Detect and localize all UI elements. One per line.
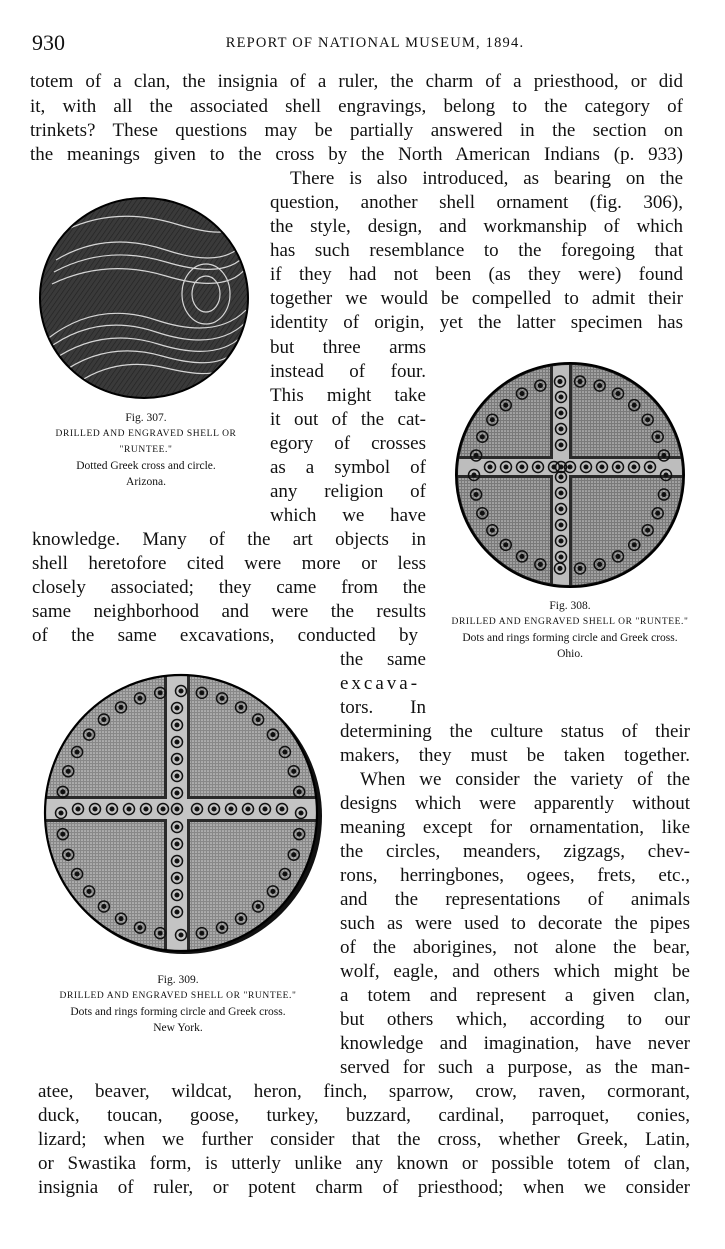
ring-ornament-dot [220, 926, 224, 930]
ring-ornament-dot [474, 454, 478, 458]
figure-308-label: Fig. 308. [549, 600, 591, 612]
ring-ornament-dot [256, 905, 260, 909]
ring-ornament-dot [93, 807, 97, 811]
text-line: wolf, eagle, and others which might be [340, 961, 690, 982]
ring-ornament-dot [539, 384, 543, 388]
page-header [30, 30, 690, 56]
text-line: the style, design, and workmanship of which [270, 216, 683, 237]
ring-ornament-dot [539, 563, 543, 567]
ring-ornament-dot [504, 465, 508, 469]
ring-ornament-dot [632, 465, 636, 469]
ring-ornament-dot [179, 933, 183, 937]
text-line: makers, they must be taken together. [340, 745, 690, 766]
ring-ornament-dot [87, 890, 91, 894]
ring-ornament-dot [474, 493, 478, 497]
text-line: excava- [340, 673, 421, 694]
text-line: duck, toucan, goose, turkey, buzzard, cardinal, parroquet, conies, [38, 1105, 690, 1126]
text-line: rons, herringbones, ogees, frets, etc., [340, 865, 690, 886]
ring-ornament-dot [66, 853, 70, 857]
ring-ornament-dot [504, 403, 508, 407]
ring-ornament-dot [616, 392, 620, 396]
ring-ornament-dot [212, 807, 216, 811]
ring-ornament-dot [119, 917, 123, 921]
ring-ornament-dot [559, 491, 563, 495]
text-line: meaning except for ornamentation, like [340, 817, 690, 838]
ring-ornament-dot [61, 832, 65, 836]
ring-ornament-dot [175, 842, 179, 846]
figure-307-title: DRILLED AND ENGRAVED SHELL OR "RUNTEE." [55, 429, 237, 455]
figure-308-description: Dots and rings forming circle and Greek cross. [462, 632, 678, 644]
text-line: if they had not been (as they were) found [270, 264, 683, 285]
ring-ornament-dot [175, 910, 179, 914]
ring-ornament-dot [175, 807, 179, 811]
ring-ornament-dot [598, 563, 602, 567]
ring-ornament-dot [559, 427, 563, 431]
text-line: This might take [270, 385, 426, 406]
ring-ornament-dot [559, 475, 563, 479]
ring-ornament-dot [175, 723, 179, 727]
ring-ornament-dot [491, 418, 495, 422]
ring-ornament-dot [256, 718, 260, 722]
text-line: shell heretofore cited were more or less [32, 553, 426, 574]
ring-ornament-dot [598, 384, 602, 388]
figure-307-label: Fig. 307. [125, 412, 167, 424]
ring-ornament-dot [559, 507, 563, 511]
ring-ornament-dot [280, 807, 284, 811]
text-line: of the same excavations, conducted by [32, 625, 418, 646]
figure-309-caption [30, 972, 326, 1036]
figure-308-locality: Ohio. [557, 648, 583, 660]
ring-ornament-dot [239, 917, 243, 921]
text-line: totem of a clan, the insignia of a ruler, the charm of a priesthood, or did [30, 71, 683, 92]
page-number: 930 [32, 30, 65, 55]
ring-ornament-dot [175, 876, 179, 880]
text-line: tors. In [340, 697, 426, 718]
ring-ornament-dot [263, 807, 267, 811]
text-line: insignia of ruler, or potent charm of priesthood; when we consider [38, 1177, 690, 1198]
ring-ornament-dot [175, 893, 179, 897]
ring-ornament-dot [491, 528, 495, 532]
ring-ornament-dot [520, 392, 524, 396]
figure-309-description: Dots and rings forming circle and Greek cross. [70, 1006, 286, 1018]
ring-ornament-dot [161, 807, 165, 811]
ring-ornament-dot [480, 435, 484, 439]
ring-ornament-dot [138, 697, 142, 701]
ring-ornament-dot [200, 691, 204, 695]
ring-ornament-dot [195, 807, 199, 811]
text-line: it out of the cat- [270, 409, 426, 430]
text-line: the circles, meanders, zigzags, chev- [340, 841, 690, 862]
figure-308-caption [446, 598, 694, 662]
text-line: trinkets? These questions may be partially answered in the section on [30, 120, 683, 141]
ring-ornament-dot [559, 539, 563, 543]
ring-ornament-dot [504, 543, 508, 547]
ring-ornament-dot [127, 807, 131, 811]
ring-ornament-dot [75, 872, 79, 876]
text-line: identity of origin, yet the latter specimen has [270, 312, 683, 333]
ring-ornament-dot [662, 454, 666, 458]
ring-ornament-dot [229, 807, 233, 811]
ring-ornament-dot [646, 528, 650, 532]
ring-ornament-dot [175, 740, 179, 744]
running-title: REPORT OF NATIONAL MUSEUM, 1894. [225, 35, 525, 51]
ring-ornament-dot [297, 832, 301, 836]
figure-308-title: DRILLED AND ENGRAVED SHELL OR "RUNTEE." [451, 617, 689, 627]
ring-ornament-dot [271, 890, 275, 894]
ring-ornament-dot [646, 418, 650, 422]
text-line: served for such a purpose, as the man- [340, 1057, 690, 1078]
text-line: egory of crosses [270, 433, 426, 454]
ring-ornament-dot [110, 807, 114, 811]
ring-ornament-dot [158, 931, 162, 935]
ring-ornament-dot [520, 465, 524, 469]
figure-307-shell-illustration [36, 190, 252, 406]
ring-ornament-dot [175, 791, 179, 795]
ring-ornament-dot [578, 380, 582, 384]
figure-307-description: Dotted Greek cross and circle. [76, 460, 216, 472]
ring-ornament-dot [292, 769, 296, 773]
ring-ornament-dot [239, 706, 243, 710]
ring-ornament-dot [558, 567, 562, 571]
text-line: has such resemblance to the foregoing that [270, 240, 683, 261]
ring-ornament-dot [246, 807, 250, 811]
ring-ornament-dot [559, 443, 563, 447]
ring-ornament-dot [584, 465, 588, 469]
ring-ornament-dot [175, 825, 179, 829]
ring-ornament-dot [559, 465, 563, 469]
ring-ornament-dot [76, 807, 80, 811]
text-line: the meanings given to the cross by the North American Indians (p. 933) [30, 144, 683, 165]
ring-ornament-dot [59, 811, 63, 815]
text-line: together we would be compelled to admit their [270, 288, 683, 309]
text-line: but three arms [270, 337, 426, 358]
ring-ornament-dot [283, 750, 287, 754]
ring-ornament-dot [158, 691, 162, 695]
text-line: same neighborhood and were the results [32, 601, 426, 622]
ring-ornament-dot [559, 523, 563, 527]
text-line: such as were used to decorate the pipes [340, 913, 690, 934]
ring-ornament-dot [200, 931, 204, 935]
ring-ornament-dot [559, 395, 563, 399]
figure-309-locality: New York. [153, 1022, 203, 1034]
ring-ornament-dot [664, 473, 668, 477]
ring-ornament-dot [175, 706, 179, 710]
text-line: determining the culture status of their [340, 721, 690, 742]
ring-ornament-dot [632, 403, 636, 407]
ring-ornament-dot [119, 706, 123, 710]
ring-ornament-dot [616, 555, 620, 559]
text-line: atee, beaver, wildcat, heron, finch, sparrow, crow, raven, cormorant, [38, 1081, 690, 1102]
text-line: it, with all the associated shell engravings, belong to the category of [30, 96, 683, 117]
text-line: any religion of [270, 481, 426, 502]
text-line: knowledge. Many of the art objects in [32, 529, 426, 550]
text-line: When we consider the variety of the [360, 769, 690, 790]
ring-ornament-dot [536, 465, 540, 469]
text-line: and the representations of animals [340, 889, 690, 910]
figure-309-label: Fig. 309. [157, 974, 199, 986]
ring-ornament-dot [283, 872, 287, 876]
figure-308-shell-illustration [450, 358, 690, 592]
figure-307-caption [28, 410, 264, 490]
ring-ornament-dot [656, 511, 660, 515]
ring-ornament-dot [600, 465, 604, 469]
ring-ornament-dot [297, 790, 301, 794]
text-line: question, another shell ornament (fig. 306), [270, 192, 683, 213]
ring-ornament-dot [558, 380, 562, 384]
figure-307-locality: Arizona. [126, 476, 166, 488]
text-line: lizard; when we further consider that the cross, whether Greek, Latin, [38, 1129, 690, 1150]
ring-ornament-dot [61, 790, 65, 794]
text-line: instead of four. [270, 361, 426, 382]
ring-ornament-dot [488, 465, 492, 469]
ring-ornament-dot [220, 697, 224, 701]
ring-ornament-dot [656, 435, 660, 439]
ring-ornament-dot [299, 811, 303, 815]
text-line: which we have [270, 505, 426, 526]
ring-ornament-dot [568, 465, 572, 469]
ring-ornament-dot [616, 465, 620, 469]
ring-ornament-dot [472, 473, 476, 477]
ring-ornament-dot [87, 733, 91, 737]
ring-ornament-dot [102, 718, 106, 722]
ring-ornament-dot [480, 511, 484, 515]
text-line: designs which were apparently without [340, 793, 690, 814]
text-line: There is also introduced, as bearing on the [290, 168, 683, 189]
ring-ornament-dot [175, 859, 179, 863]
text-line: of the aborigines, not alone the bear, [340, 937, 690, 958]
ring-ornament-dot [520, 555, 524, 559]
figure-309-shell-illustration [36, 668, 326, 958]
ring-ornament-dot [271, 733, 275, 737]
ring-ornament-dot [138, 926, 142, 930]
ring-ornament-dot [632, 543, 636, 547]
text-line: knowledge and imagination, have never [340, 1033, 690, 1054]
ring-ornament-dot [75, 750, 79, 754]
text-line: or Swastika form, is utterly unlike any known or possible totem of clan, [38, 1153, 690, 1174]
ring-ornament-dot [175, 774, 179, 778]
ring-ornament-dot [559, 411, 563, 415]
ring-ornament-dot [578, 567, 582, 571]
ring-ornament-dot [648, 465, 652, 469]
figure-309-title: DRILLED AND ENGRAVED SHELL OR "RUNTEE." [59, 991, 297, 1001]
ring-ornament-dot [292, 853, 296, 857]
ring-ornament-dot [144, 807, 148, 811]
text-line: closely associated; they came from the [32, 577, 426, 598]
text-line: the same [340, 649, 426, 670]
text-line: but others which, according to our [340, 1009, 690, 1030]
ring-ornament-dot [179, 689, 183, 693]
ring-ornament-dot [102, 905, 106, 909]
ring-ornament-dot [559, 555, 563, 559]
ring-ornament-dot [175, 757, 179, 761]
text-line: a totem and represent a given clan, [340, 985, 690, 1006]
ring-ornament-dot [662, 493, 666, 497]
ring-ornament-dot [66, 769, 70, 773]
text-line: as a symbol of [270, 457, 426, 478]
